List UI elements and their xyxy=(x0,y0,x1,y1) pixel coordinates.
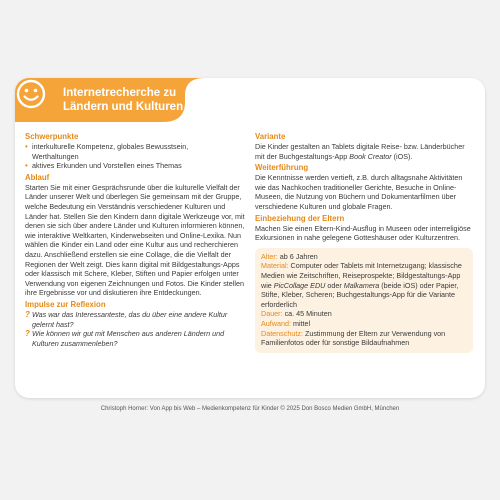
list-item: ? Wie können wir gut mit Menschen aus anderen Ländern und Kulturen zusammenleben? xyxy=(25,329,245,348)
eltern-heading: Einbeziehung der Eltern xyxy=(255,213,345,223)
title-line-2: Ländern und Kulturen xyxy=(63,101,184,113)
list-item: • aktives Erkunden und Vorstellen eines Themas xyxy=(25,161,245,171)
impulse-list xyxy=(25,310,245,348)
list-item-continuation: Werthaltungen xyxy=(32,151,79,161)
info-datenschutz: Datenschutz: Zustimmung der Eltern zur Verwendung von Familienfotos oder für sonstige Bildaufnahmen xyxy=(261,328,446,348)
info-aufwand: Aufwand: mittel xyxy=(261,318,311,328)
info-material: Material: Computer oder Tablets mit Internetzugang; klassische Medien wie Zeitschriften, Reiseprospekte; Bildgestaltungs-App wie PicCollage EDU oder Malkamera (beide iOS) oder Papier, Stifte, Kleber, Scheren; Buchgestaltungs-App für die Variante erforderlich xyxy=(261,261,462,309)
list-item: ? Was war das Interessanteste, das du über eine andere Kultur gelernt hast? xyxy=(25,310,245,329)
info-dauer: Dauer: ca. 45 Minuten xyxy=(261,309,332,319)
footer-credit: Christoph Horner: Von App bis Web – Medienkompetenz für Kinder © 2025 Don Bosco Medien GmbH, München xyxy=(100,406,400,412)
variante-heading: Variante xyxy=(255,132,286,141)
left-column xyxy=(25,130,245,348)
info-alter: Alter: ab 6 Jahren xyxy=(261,251,318,261)
header-banner xyxy=(15,78,485,124)
title-line-1: Internetrecherche zu xyxy=(63,87,177,99)
activity-card xyxy=(15,78,485,398)
weiterfuehrung-text: Die Kenntnisse werden vertieft, z.B. durch alltagsnahe Aktivitäten wie das Nachkochen traditioneller Gerichte, Besuche in Online-Museen, die Nutzung von Büchern und Dokumentarfilmen über verschiedene Kulturen und globale Fragen. xyxy=(255,173,463,211)
ablauf-heading: Ablauf xyxy=(25,172,50,182)
ablauf-text: Starten Sie mit einer Gesprächsrunde über die kulturelle Vielfalt der Länder unserer Welt und überlegen Sie gemeinsam mit der Gruppe, welche Bedeutung ein Verständnis verschiedener Kulturen und Länder hat. Stellen Sie den Kindern dann digitale Werkzeuge vor, mit denen sie sich über andere Länder und Kulturen informieren können, wie interaktive Weltkarten, Kinderwebseiten und Online-Lexika. Nun wählen die Kinder ein Land oder eine Kultur aus und recherchieren dazu. Anschließend erstellen sie eine Collage, die die Vielfalt der Regionen der Welt zeigt. Dies kann digital mit Bildgestaltungs-Apps oder klassisch mit Schere, Kleber, Stiften und Papier erfolgen unter Verwendung von eigenen Zeichnungen und Fotos. Die Kinder stellen ihre Ergebnisse vor und diskutieren ihre Entdeckungen. xyxy=(25,182,245,298)
weiterfuehrung-heading: Weiterführung xyxy=(255,163,309,173)
variante-text: Die Kinder gestalten an Tablets digitale Reise- bzw. Länderbücher mit der Buchgestaltungs-App Book Creator (iOS). xyxy=(255,142,465,161)
smiley-icon xyxy=(15,78,47,110)
list-item: • interkulturelle Kompetenz, globales Bewusstsein, Werthaltungen xyxy=(25,142,245,161)
right-column xyxy=(255,130,473,353)
schwerpunkte-list xyxy=(25,142,245,171)
schwerpunkte-heading: Schwerpunkte xyxy=(25,132,79,141)
eltern-text: Machen Sie einen Eltern-Kind-Ausflug in Museen oder interreligiöse Exkursionen in nahe gelegene Gotteshäuser oder Kulturzentren. xyxy=(255,223,471,243)
info-box xyxy=(255,248,473,353)
app-name: Book Creator xyxy=(349,151,392,161)
impulse-heading: Impulse zur Reflexion xyxy=(25,299,106,309)
page-title xyxy=(63,86,183,114)
